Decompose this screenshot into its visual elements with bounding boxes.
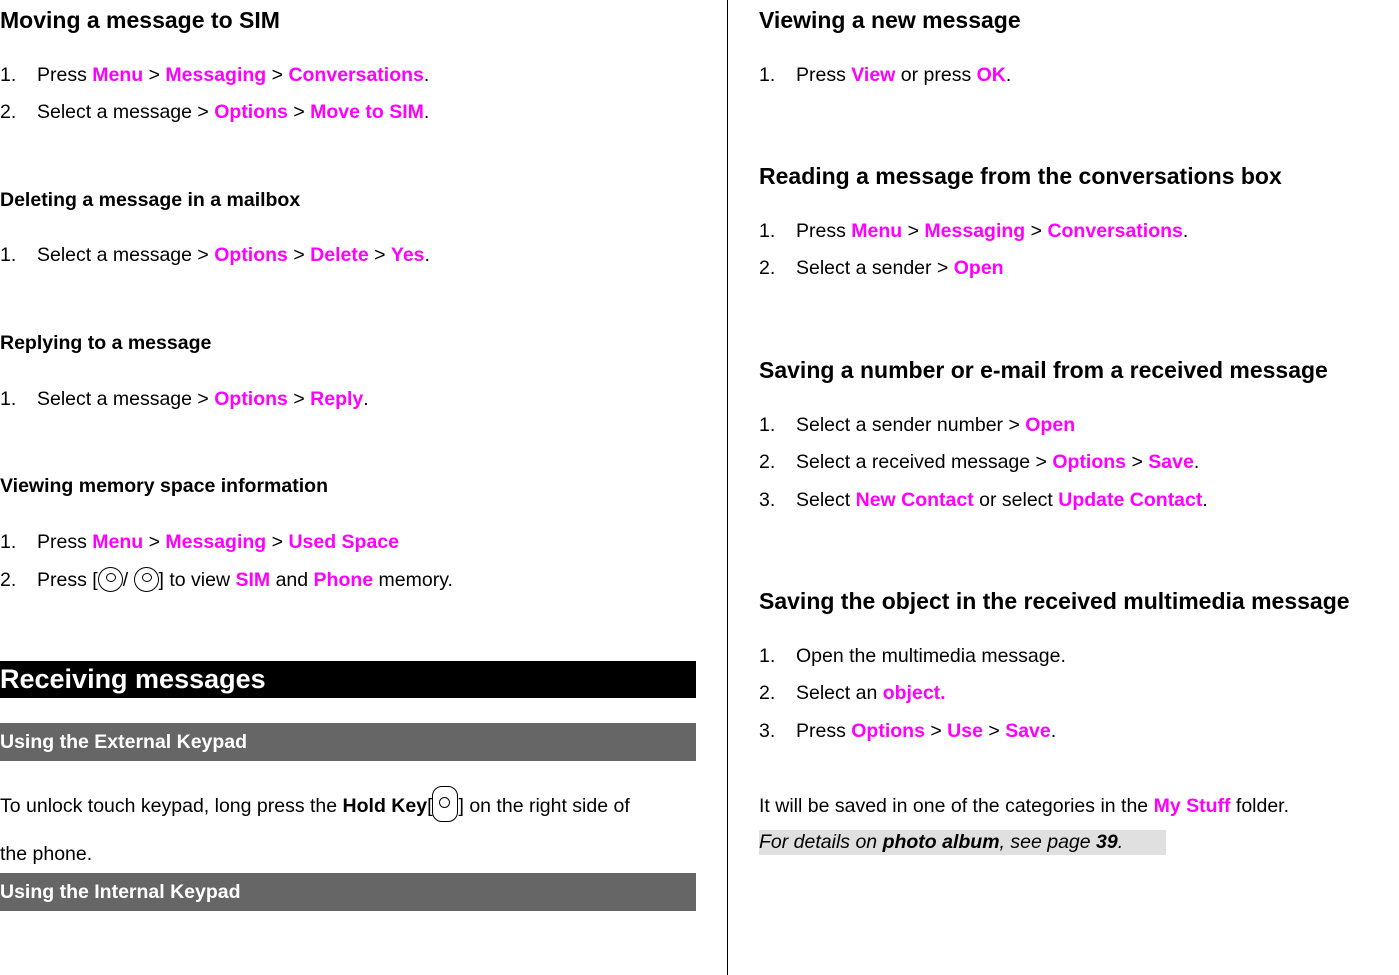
unlock-paragraph-line1: To unlock touch keypad, long press the Hold Key[ ] on the right side of: [0, 786, 696, 822]
list-item: 1. Press Menu > Messaging > Used Space: [0, 531, 399, 553]
list-item: 1. Press View or press OK.: [759, 64, 1012, 86]
list-item: 3. Select New Contact or select Update Contact.: [759, 489, 1208, 511]
use-label: Use: [947, 720, 983, 742]
step-number: 1.: [759, 64, 776, 86]
phone-label: Phone: [313, 569, 374, 591]
menu-label: Menu: [92, 531, 144, 553]
list-item: 1. Select a message > Options > Delete > Yes.: [0, 244, 430, 266]
photo-album-label: photo album: [882, 831, 1000, 853]
list-item: 2. Select a received message > Options > Save.: [759, 451, 1200, 473]
messaging-label: Messaging: [165, 64, 267, 86]
heading-memory-space: Viewing memory space information: [0, 475, 328, 497]
delete-label: Delete: [310, 244, 369, 266]
heading-reading-message: Reading a message from the conversations box: [759, 163, 1282, 189]
heading-viewing-new-message: Viewing a new message: [759, 7, 1021, 33]
step-number: 3.: [759, 489, 776, 511]
list-item: 1. Open the multimedia message.: [759, 645, 1066, 667]
heading-deleting-message: Deleting a message in a mailbox: [0, 189, 301, 211]
left-nav-key-icon: [98, 567, 123, 592]
step-number: 1.: [0, 64, 17, 86]
options-label: Options: [214, 244, 288, 266]
list-item: 2. Select a sender > Open: [759, 257, 1004, 279]
page-reference-note: For details on photo album, see page 39.: [759, 830, 1166, 855]
object-label: object.: [882, 682, 946, 704]
list-item: 2. Press [ / ] to view SIM and Phone memory.: [0, 569, 453, 591]
messaging-label: Messaging: [165, 531, 267, 553]
conversations-label: Conversations: [1047, 220, 1183, 242]
reply-label: Reply: [310, 388, 364, 410]
heading-replying: Replying to a message: [0, 332, 212, 354]
page-number: 39: [1096, 831, 1118, 853]
used-space-label: Used Space: [288, 531, 399, 553]
step-number: 1.: [0, 388, 17, 410]
section-bar-receiving-messages: Receiving messages: [0, 661, 696, 698]
my-stuff-label: My Stuff: [1153, 795, 1231, 817]
saved-paragraph: It will be saved in one of the categories in the My Stuff folder.: [759, 795, 1290, 817]
heading-moving-message-to-sim: Moving a message to SIM: [0, 7, 280, 33]
view-label: View: [851, 64, 896, 86]
move-to-sim-label: Move to SIM: [310, 101, 424, 123]
yes-label: Yes: [390, 244, 425, 266]
open-label: Open: [1025, 414, 1076, 436]
open-label: Open: [953, 257, 1004, 279]
right-nav-key-icon: [134, 567, 159, 592]
list-item: 1. Select a message > Options > Reply.: [0, 388, 369, 410]
save-label: Save: [1148, 451, 1194, 473]
list-item: 3. Press Options > Use > Save.: [759, 720, 1057, 742]
column-divider: [727, 0, 728, 975]
list-item: 1. Press Menu > Messaging > Conversations.: [0, 64, 430, 86]
save-label: Save: [1005, 720, 1051, 742]
new-contact-label: New Contact: [855, 489, 974, 511]
menu-label: Menu: [92, 64, 144, 86]
messaging-label: Messaging: [924, 220, 1026, 242]
list-item: 1. Press Menu > Messaging > Conversations.: [759, 220, 1189, 242]
step-number: 2.: [759, 451, 776, 473]
step-number: 2.: [759, 682, 776, 704]
step-number: 2.: [0, 101, 17, 123]
update-contact-label: Update Contact: [1058, 489, 1203, 511]
ok-label: OK: [976, 64, 1006, 86]
sim-label: SIM: [235, 569, 271, 591]
unlock-paragraph-line2: the phone.: [0, 843, 93, 865]
step-number: 1.: [759, 220, 776, 242]
options-label: Options: [214, 388, 288, 410]
step-number: 1.: [0, 244, 17, 266]
subsection-bar-internal-keypad: Using the Internal Keypad: [0, 873, 696, 911]
heading-saving-object: Saving the object in the received multimedia message: [759, 588, 1350, 614]
menu-label: Menu: [851, 220, 903, 242]
step-number: 2.: [759, 257, 776, 279]
hold-key-label: Hold Key: [342, 795, 428, 817]
subsection-bar-external-keypad: Using the External Keypad: [0, 723, 696, 761]
list-item: 1. Select a sender number > Open: [759, 414, 1076, 436]
options-label: Options: [851, 720, 925, 742]
list-item: 2. Select a message > Options > Move to SIM.: [0, 101, 430, 123]
list-item: 2. Select an object.: [759, 682, 946, 704]
heading-saving-number: Saving a number or e-mail from a received message: [759, 357, 1328, 383]
step-number: 2.: [0, 569, 17, 591]
options-label: Options: [214, 101, 288, 123]
hold-key-icon: [432, 786, 458, 822]
step-number: 1.: [0, 531, 17, 553]
step-number: 3.: [759, 720, 776, 742]
options-label: Options: [1052, 451, 1127, 473]
conversations-label: Conversations: [288, 64, 424, 86]
step-number: 1.: [759, 645, 776, 667]
step-number: 1.: [759, 414, 776, 436]
